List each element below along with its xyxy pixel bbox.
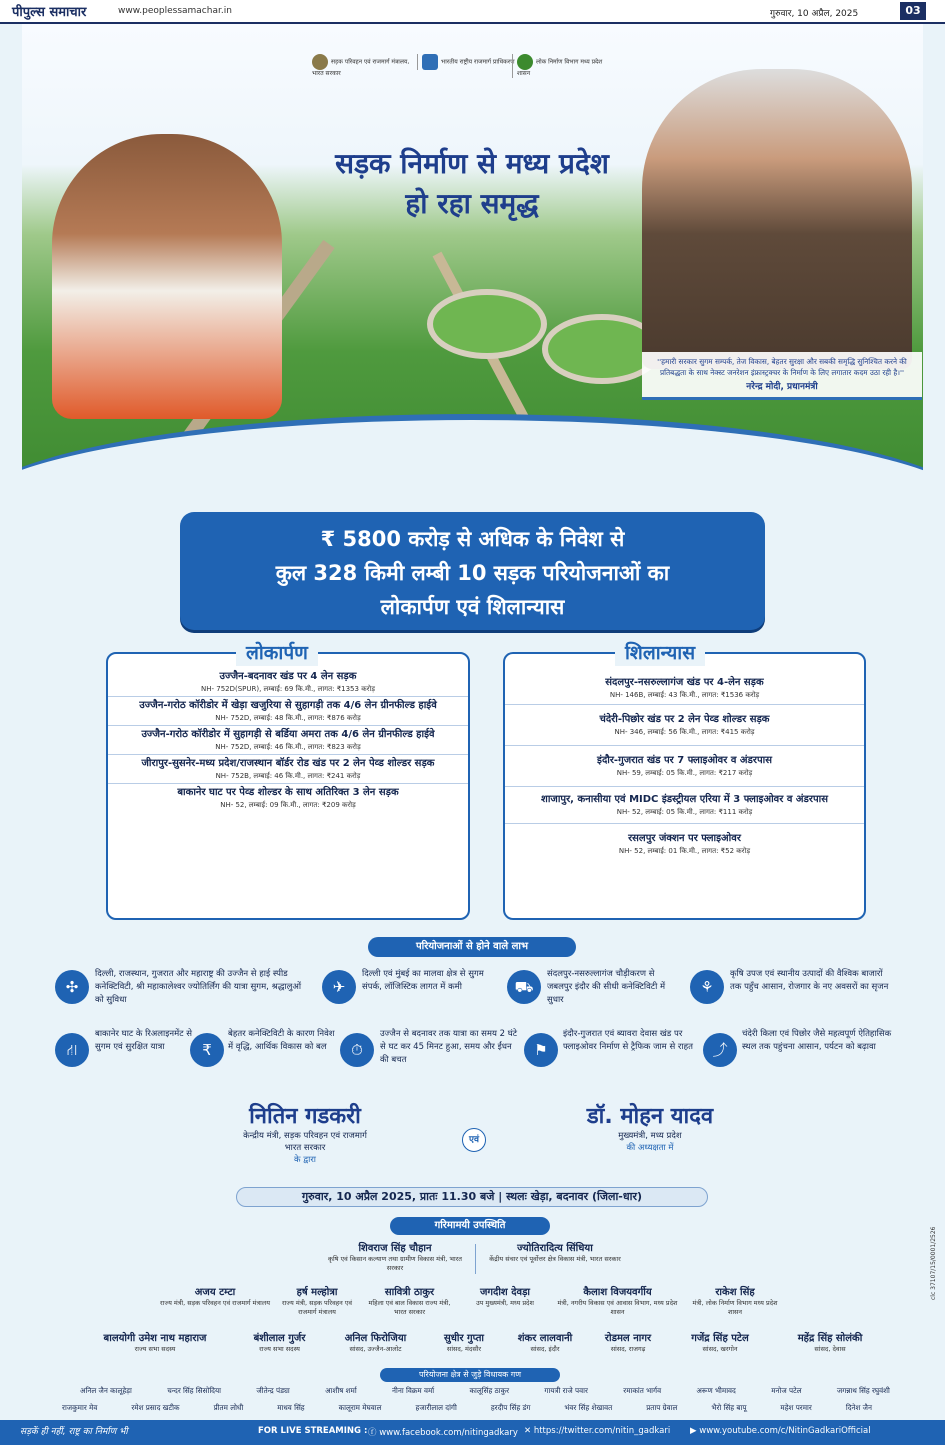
page-number: 03	[900, 2, 926, 20]
list-item: जीरापुर-सुसनेर-मध्य प्रदेश/राजस्थान बॉर्डर रोड खंड पर 2 लेन पेव्ड शोल्डर सड़क NH- 752B, लम्बाई: 46 कि.मी., लागत: ₹241 करोड़	[108, 755, 468, 784]
headline-line2: हो रहा समृद्ध	[405, 187, 539, 220]
nhai-logo: भारतीय राष्ट्रीय राजमार्ग प्राधिकरण	[417, 54, 517, 70]
newspaper-name: पीपुल्स समाचार	[12, 5, 87, 20]
car-icon: ⛟	[507, 970, 541, 1004]
mla-name: हजारीलाल दांगी	[415, 1403, 457, 1412]
mla-name: कालूसिंह ठाकुर	[469, 1386, 510, 1395]
leader-name: डॉ. मोहन यादव	[586, 1104, 714, 1129]
dignitary: रोडमल नागर सांसद, राजगढ़	[604, 1333, 652, 1353]
and-separator: एवं	[462, 1128, 486, 1152]
list-item: उज्जैन-गरोठ कॉरीडोर में सुहागड़ी से बर्डिया अमरा तक 4/6 लेन ग्रीनफील्ड हाईवे NH- 752D, लम्बाई: 46 कि.मी., लागत: ₹823 करोड़	[108, 726, 468, 755]
mla-name: गायत्री राजे पवार	[544, 1386, 588, 1395]
pwd-logo: लोक निर्माण विभाग मध्य प्रदेश शासन	[512, 54, 612, 78]
hero-curve	[22, 414, 923, 492]
masthead-date: गुरुवार, 10 अप्रैल, 2025	[770, 9, 859, 19]
invest-line1: ₹ 5800 करोड़ से अधिक के निवेश से	[320, 527, 625, 551]
mla-title: परियोजना क्षेत्र से जुड़े विधायक गण	[380, 1368, 560, 1382]
mp-seal-icon	[517, 54, 533, 70]
mla-name: महेश परमार	[780, 1403, 812, 1412]
dignitary: सुधीर गुप्ता सांसद, मंदसौर	[443, 1333, 485, 1353]
shilanyas-list	[505, 654, 864, 864]
mla-name: भंवर सिंह शेखावत	[564, 1403, 613, 1412]
dignitary: अजय टम्टा राज्य मंत्री, सड़क परिवहन एवं राजमार्ग मंत्रालय	[160, 1287, 270, 1307]
mla-row	[80, 1384, 890, 1398]
leader-name: नितिन गडकरी	[249, 1104, 361, 1129]
headline-line1: सड़क निर्माण से मध्य प्रदेश	[335, 147, 609, 180]
footer-tagline: सड़कें ही नहीं, राष्ट्र का निर्माण भी	[20, 1427, 128, 1437]
twitter-link[interactable]: ✕ https://twitter.com/nitin_gadkari	[524, 1426, 671, 1436]
facebook-icon: ⓕ	[368, 1428, 380, 1438]
mla-name: माधव सिंह	[277, 1403, 305, 1412]
list-item: बाकानेर घाट पर पेव्ड शोल्डर के साथ अतिरिक्त 3 लेन सड़क NH- 52, लम्बाई: 09 कि.मी., लागत: ₹209 करोड़	[177, 787, 399, 809]
list-item: इंदौर-गुजरात खंड पर 7 फ्लाइओवर व अंडरपास NH- 59, लम्बाई: 05 कि.मी., लागत: ₹217 करोड़	[505, 746, 864, 787]
leader-right: डॉ. मोहन यादव मुख्यमंत्री, मध्य प्रदेश की अध्यक्षता में	[545, 1100, 755, 1154]
mla-name: अरूण भीमावद	[696, 1386, 736, 1395]
hero-banner	[22, 24, 923, 492]
benefit-item: दिल्ली, राजस्थान, गुजरात और महाराष्ट्र की उज्जैन से हाई स्पीड कनेक्टिविटी, श्री महाकालेश्वर ज्योतिर्लिंग की यात्रा सुगम, श्रद्धालुओं को सुविधा	[95, 969, 302, 1005]
cloverleaf-image	[427, 289, 547, 359]
mla-name: रमाकांत भार्गव	[623, 1386, 662, 1395]
leader-left: नितिन गडकरी केन्द्रीय मंत्री, सड़क परिवहन एवं राजमार्ग भारत सरकार के द्वारा	[200, 1100, 410, 1166]
dignitary: गजेंद्र सिंह पटेल सांसद, खरगोन	[691, 1333, 749, 1353]
dignitary: शंकर लालवानी सांसद, इंदौर	[517, 1333, 573, 1353]
plane-icon: ✈	[322, 970, 356, 1004]
dignitary: जगदीश देवड़ा उप मुख्यमंत्री, मध्य प्रदेश	[476, 1287, 534, 1307]
dignitary: शिवराज सिंह चौहान कृषि एवं किसान कल्याण तथा ग्रामीण विकास मंत्री, भारत सरकार	[327, 1243, 463, 1272]
headline	[252, 144, 692, 224]
chief-minister-photo	[52, 134, 282, 419]
live-streaming-label: FOR LIVE STREAMING :	[258, 1426, 368, 1436]
benefit-item: इंदौर-गुजरात एवं ब्यावरा देवास खंड पर फ्लाइओवर निर्माण से ट्रैफिक जाम से राहत	[563, 1029, 693, 1052]
investment-banner	[180, 512, 765, 630]
mla-name: रमेश प्रसाद खटीक	[131, 1403, 180, 1412]
newspaper-url[interactable]: www.peoplessamachar.in	[118, 6, 232, 16]
dignitary: महेंद्र सिंह सोलंकी सांसद, देवास	[797, 1333, 863, 1353]
rupee-icon: ₹	[190, 1033, 224, 1067]
list-item: रसलपुर जंक्शन पर फ्लाइओवर NH- 52, लम्बाई: 01 कि.मी., लागत: ₹52 करोड़	[618, 833, 751, 855]
mla-name: हरदीप सिंह डंग	[490, 1403, 531, 1412]
dignitary: हर्ष मल्होत्रा राज्य मंत्री, सड़क परिवहन एवं राजमार्ग मंत्रालय	[281, 1287, 353, 1316]
mla-name: चन्दर सिंह सिसोदिया	[167, 1386, 222, 1395]
highway-icon: ⤴	[703, 1033, 737, 1067]
shilanyas-panel	[503, 642, 866, 920]
clock-car-icon: ⏱	[340, 1033, 374, 1067]
mla-name: मनोज पटेल	[771, 1386, 802, 1395]
mla-name: कालूराम मेघवाल	[338, 1403, 382, 1412]
quote-text: ''हमारी सरकार सुगम सम्पर्क, तेज विकास, बेहतर सुरक्षा और सबकी समृद्धि सुनिश्चित करने की प्रतिबद्धता के साथ नेक्स्ट जनरेशन इंफ्रास्ट्रक्चर के निर्माण के लिए लगातार कदम उठा रही है।''	[657, 357, 907, 377]
wheat-icon: ⚘	[690, 970, 724, 1004]
pm-quote	[642, 352, 922, 400]
list-item: शाजापुर, कनासीया एवं MIDC इंडस्ट्रीयल एरिया में 3 फ्लाइओवर व अंडरपास NH- 52, लम्बाई: 05 कि.मी., लागत: ₹111 करोड़	[505, 787, 864, 824]
benefit-item: कृषि उपज एवं स्थानीय उत्पादों की वैश्विक बाजारों तक पहुँच आसान, रोजगार के नए अवसरों का सृजन	[730, 969, 889, 992]
mla-name: आशीष शर्मा	[325, 1386, 357, 1395]
youtube-link[interactable]: ▶ www.youtube.com/c/NitinGadkariOfficial	[690, 1426, 871, 1436]
invest-line3: लोकार्पण एवं शिलान्यास	[380, 595, 565, 619]
list-item: चंदेरी-पिछोर खंड पर 2 लेन पेव्ड शोल्डर सड़क NH- 346, लम्बाई: 56 कि.मी., लागत: ₹415 करोड़	[505, 705, 864, 746]
side-code: clc 37107/15/0001/2526	[930, 1226, 937, 1300]
ministry-logo: सड़क परिवहन एवं राजमार्ग मंत्रालय, भारत सरकार	[312, 54, 412, 78]
mla-name: प्रीतम लोधी	[213, 1403, 244, 1412]
list-item: उज्जैन-बदनावर खंड पर 4 लेन सड़क NH- 752D(SPUR), लम्बाई: 69 कि.मी., लागत: ₹1353 करोड़	[108, 668, 468, 697]
dignitaries-title: गरिमामयी उपस्थिति	[390, 1217, 550, 1235]
dignitary: कैलाश विजयवर्गीय मंत्री, नगरीय विकास एवं आवास विभाग, मध्य प्रदेश शासन	[557, 1287, 678, 1316]
dignitary: सावित्री ठाकुर महिला एवं बाल विकास राज्य मंत्री, भारत सरकार	[368, 1287, 451, 1316]
list-item: उज्जैन-गरोठ कॉरीडोर में खेड़ा खजुरिया से सुहागड़ी तक 4/6 लेन ग्रीनफील्ड हाईवे NH- 752D, लम्बाई: 48 कि.मी., लागत: ₹876 करोड़	[108, 697, 468, 726]
dignitary: बालयोगी उमेश नाथ महाराज राज्य सभा सदस्य	[103, 1333, 207, 1353]
quote-author: नरेन्द्र मोदी, प्रधानमंत्री	[746, 382, 818, 392]
lokarpan-list	[108, 654, 468, 812]
x-icon: ✕	[524, 1426, 534, 1436]
list-item: संदलपुर-नसरुल्लागंज खंड पर 4-लेन सड़क NH- 146B, लम्बाई: 43 कि.मी., लागत: ₹1536 करोड़	[505, 672, 864, 705]
benefits-title: परियोजनाओं से होने वाले लाभ	[368, 937, 576, 957]
event-details: गुरुवार, 10 अप्रैल 2025, प्रातः 11.30 बजे | स्थलः खेड़ा, बदनावर (जिला-धार)	[236, 1187, 708, 1207]
benefit-item: चंदेरी किला एवं पिछोर जैसे महत्वपूर्ण ऐतिहासिक स्थल तक पहुंचना आसान, पर्यटन को बढ़ावा	[742, 1029, 892, 1052]
divider	[475, 1244, 476, 1274]
mla-name: प्रताप ग्रेवाल	[646, 1403, 678, 1412]
dignitary: बंशीलाल गुर्जर राज्य सभा सदस्य	[253, 1333, 306, 1353]
mla-name: जगन्नाथ सिंह रघुवंशी	[836, 1386, 890, 1395]
benefit-item: संदलपुर-नसरुल्लागंज चौड़ीकरण से जबलपुर इंदौर की सीधी कनेक्टिविटी में सुधार	[547, 969, 666, 1005]
traffic-light-icon: ⚑	[524, 1033, 558, 1067]
dignitary: अनिल फिरोजिया सांसद, उज्जैन-आलोट	[344, 1333, 407, 1353]
mla-name: राजकुमार मेव	[62, 1403, 98, 1412]
facebook-link[interactable]: ⓕ www.facebook.com/nitingadkary	[368, 1428, 518, 1438]
invest-line2: कुल 328 किमी लम्बी 10 सड़क परियोजनाओं का	[275, 561, 670, 585]
dignitary: राकेश सिंह मंत्री, लोक निर्माण विभाग मध्य प्रदेश शासन	[692, 1287, 778, 1316]
benefit-item: दिल्ली एवं मुंबई का मालवा क्षेत्र से सुगम संपर्क, लॉजिस्टिक लागत में कमी	[362, 969, 484, 992]
shilanyas-title: शिलान्यास	[615, 640, 705, 666]
benefit-item: बेहतर कनेक्टिविटी के कारण निवेश में वृद्धि, आर्थिक विकास को बल	[228, 1029, 335, 1052]
lokarpan-panel	[106, 642, 470, 920]
mla-name: अनिल जैन कालूहेड़ा	[80, 1386, 132, 1395]
dignitary: ज्योतिरादित्य सिंधिया केंद्रीय संचार एवं पूर्वोत्तर क्षेत्र विकास मंत्री, भारत सरकार	[489, 1243, 621, 1263]
mla-name: भैरो सिंह बापू	[711, 1403, 747, 1412]
benefit-item: उज्जैन से बदनावर तक यात्रा का समय 2 घंटे से घट कर 45 मिनट हुआ, समय और ईंधन की बचत	[380, 1029, 517, 1065]
mla-name: दिनेश जैन	[845, 1403, 872, 1412]
mla-name: जीतेन्द्र पंड्या	[256, 1386, 290, 1395]
nhai-icon	[422, 54, 438, 70]
benefit-item: बाकानेर घाट के रिअलाइनमेंट से सुगम एवं सुरक्षित यात्रा	[95, 1029, 192, 1052]
emblem-icon	[312, 54, 328, 70]
mla-row	[62, 1401, 872, 1415]
youtube-icon: ▶	[690, 1426, 700, 1436]
lokarpan-title: लोकार्पण	[236, 640, 318, 666]
road-icon: ⛙	[55, 1033, 89, 1067]
network-icon: ✣	[55, 970, 89, 1004]
mla-name: नीना विक्रम वर्मा	[392, 1386, 435, 1395]
